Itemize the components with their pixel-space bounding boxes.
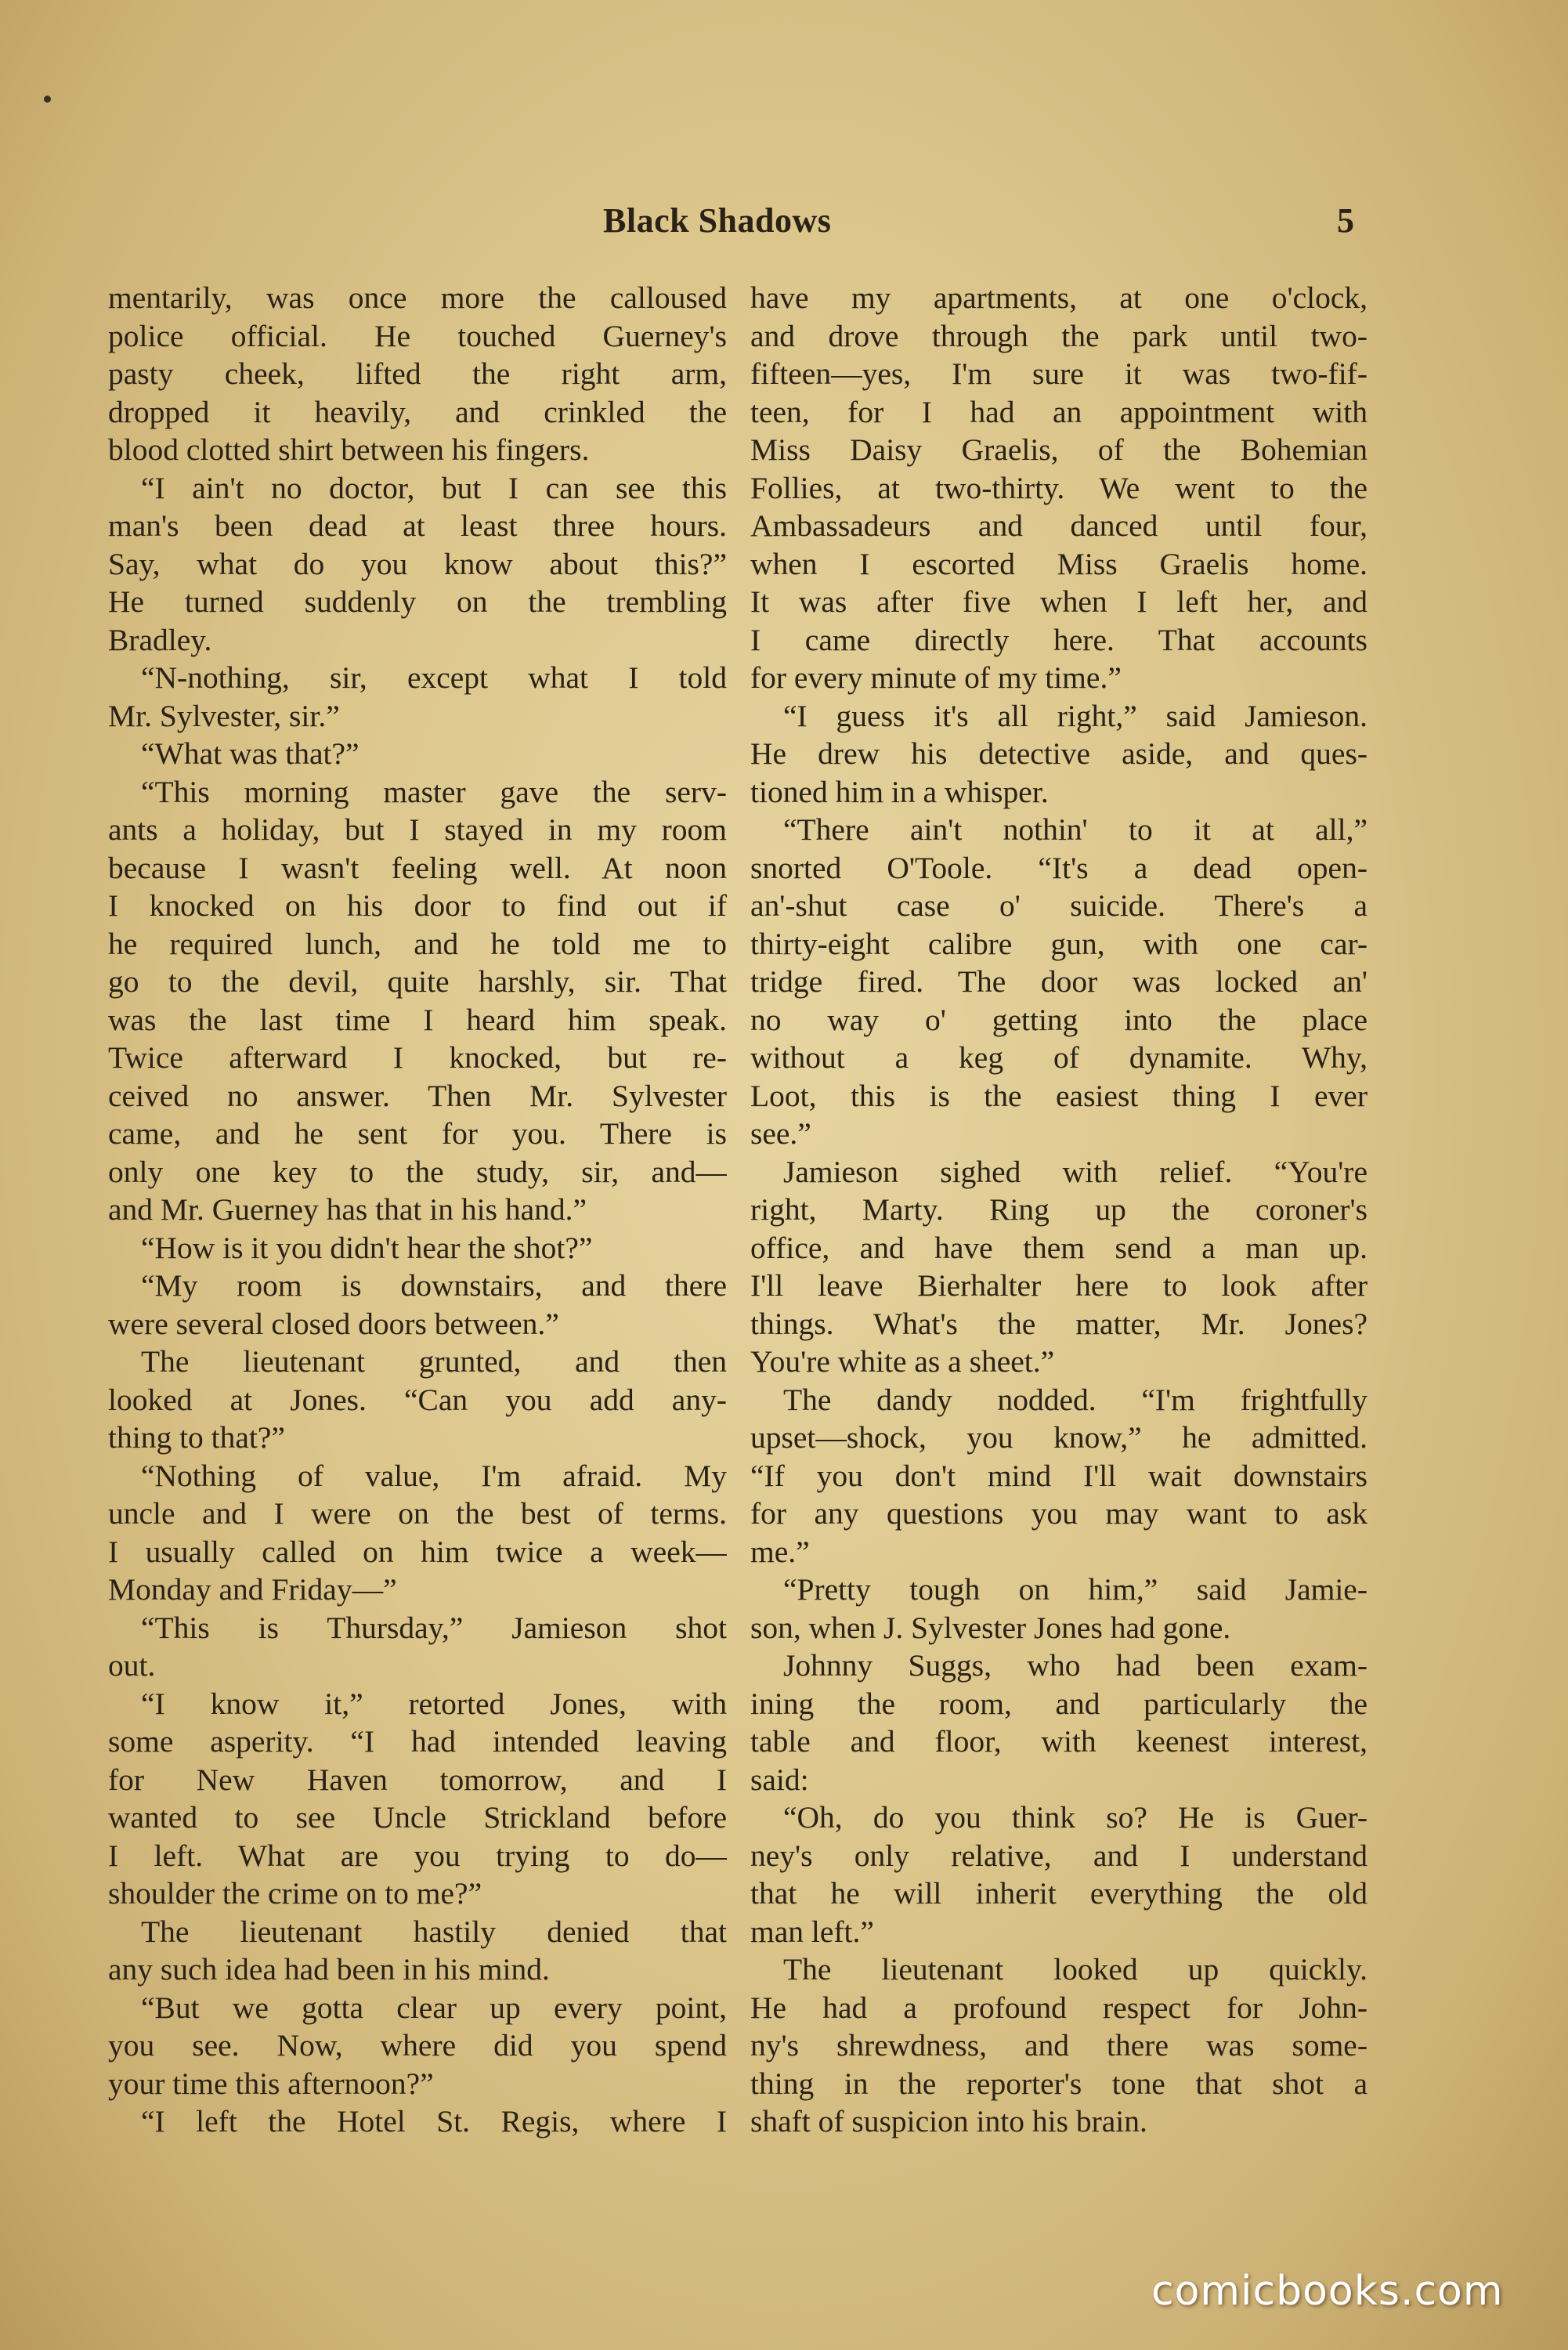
text-line: dropped it heavily, and crinkled the bbox=[108, 394, 727, 429]
text-line: ny's shrewdness, and there was some- bbox=[750, 2028, 1367, 2063]
text-line: Ambassadeurs and danced until four, bbox=[750, 508, 1367, 543]
text-line: He had a profound respect for John- bbox=[750, 1990, 1367, 2025]
text-line: “This is Thursday,” Jamieson shot bbox=[141, 1610, 727, 1645]
text-line: shoulder the crime on to me?” bbox=[108, 1876, 482, 1911]
text-line: snorted O'Toole. “It's a dead open- bbox=[750, 850, 1367, 885]
text-line: no way o' getting into the place bbox=[750, 1002, 1367, 1037]
text-line: Mr. Sylvester, sir.” bbox=[108, 698, 340, 733]
text-line: upset—shock, you know,” he admitted. bbox=[750, 1420, 1367, 1455]
text-line: out. bbox=[108, 1648, 156, 1683]
running-head bbox=[0, 201, 1568, 248]
text-line: tioned him in a whisper. bbox=[750, 774, 1049, 809]
text-line: an'-shut case o' suicide. There's a bbox=[750, 888, 1367, 923]
text-line: and Mr. Guerney has that in his hand.” bbox=[108, 1192, 587, 1227]
text-line: wanted to see Uncle Strickland before bbox=[108, 1800, 727, 1835]
text-line: “Oh, do you think so? He is Guer- bbox=[783, 1800, 1367, 1835]
text-line: your time this afternoon?” bbox=[108, 2066, 434, 2101]
text-line: “But we gotta clear up every point, bbox=[141, 1990, 727, 2025]
text-line: see.” bbox=[750, 1116, 811, 1151]
page-number: 5 bbox=[1337, 201, 1354, 240]
text-line: Monday and Friday—” bbox=[108, 1572, 397, 1607]
text-line: man left.” bbox=[750, 1914, 874, 1949]
text-line: tridge fired. The door was locked an' bbox=[750, 964, 1367, 999]
text-line: He drew his detective aside, and ques- bbox=[750, 736, 1367, 771]
text-line: and drove through the park until two- bbox=[750, 318, 1367, 353]
text-line: was the last time I heard him speak. bbox=[108, 1002, 727, 1037]
text-line: “Pretty tough on him,” said Jamie- bbox=[783, 1572, 1367, 1607]
text-line: he required lunch, and he told me to bbox=[108, 926, 727, 961]
text-line: You're white as a sheet.” bbox=[750, 1344, 1055, 1379]
text-line: some asperity. “I had intended leaving bbox=[108, 1724, 727, 1759]
text-line: “Nothing of value, I'm afraid. My bbox=[141, 1458, 727, 1493]
text-line: Say, what do you know about this?” bbox=[108, 546, 727, 581]
text-line: looked at Jones. “Can you add any- bbox=[108, 1382, 727, 1417]
text-line: “I ain't no doctor, but I can see this bbox=[141, 470, 727, 505]
text-line: teen, for I had an appointment with bbox=[750, 394, 1367, 429]
text-column-right bbox=[750, 279, 1367, 2141]
text-line: ceived no answer. Then Mr. Sylvester bbox=[108, 1078, 727, 1113]
text-line: Jamieson sighed with relief. “You're bbox=[783, 1154, 1367, 1189]
text-line: Johnny Suggs, who had been exam- bbox=[783, 1648, 1367, 1683]
text-line: “I guess it's all right,” said Jamieson. bbox=[783, 698, 1367, 733]
text-line: things. What's the matter, Mr. Jones? bbox=[750, 1306, 1367, 1341]
text-line: man's been dead at least three hours. bbox=[108, 508, 727, 543]
running-head-title: Black Shadows bbox=[603, 201, 832, 240]
text-line: you see. Now, where did you spend bbox=[108, 2028, 727, 2063]
text-line: It was after five when I left her, and bbox=[750, 584, 1367, 619]
text-line: for New Haven tomorrow, and I bbox=[108, 1762, 727, 1797]
text-line: ants a holiday, but I stayed in my room bbox=[108, 812, 727, 847]
text-line: “What was that?” bbox=[141, 736, 359, 771]
text-line: Loot, this is the easiest thing I ever bbox=[750, 1078, 1367, 1113]
text-line: pasty cheek, lifted the right arm, bbox=[108, 356, 727, 391]
text-line: when I escorted Miss Graelis home. bbox=[750, 546, 1367, 581]
text-line: “I know it,” retorted Jones, with bbox=[141, 1686, 727, 1721]
text-line: “My room is downstairs, and there bbox=[141, 1268, 727, 1303]
text-line: uncle and I were on the best of terms. bbox=[108, 1496, 727, 1531]
ink-speck bbox=[44, 96, 51, 103]
text-line: I knocked on his door to find out if bbox=[108, 888, 727, 923]
text-line: without a keg of dynamite. Why, bbox=[750, 1040, 1367, 1075]
text-line: Bradley. bbox=[108, 622, 212, 657]
text-line: I left. What are you trying to do— bbox=[108, 1838, 727, 1873]
text-line: The dandy nodded. “I'm frightfully bbox=[783, 1382, 1367, 1417]
text-line: The lieutenant looked up quickly. bbox=[783, 1952, 1367, 1987]
text-line: for any questions you may want to ask bbox=[750, 1496, 1367, 1531]
text-line: office, and have them send a man up. bbox=[750, 1230, 1367, 1265]
text-line: shaft of suspicion into his brain. bbox=[750, 2104, 1147, 2138]
text-line: table and floor, with keenest interest, bbox=[750, 1724, 1367, 1759]
text-line: I came directly here. That accounts bbox=[750, 622, 1367, 657]
text-line: because I wasn't feeling well. At noon bbox=[108, 850, 727, 885]
text-line: I'll leave Bierhalter here to look after bbox=[750, 1268, 1367, 1303]
text-line: Twice afterward I knocked, but re- bbox=[108, 1040, 727, 1075]
text-line: “How is it you didn't hear the shot?” bbox=[141, 1230, 593, 1265]
watermark: comicbooks.com bbox=[1151, 2268, 1504, 2315]
text-line: son, when J. Sylvester Jones had gone. bbox=[750, 1610, 1231, 1645]
text-line: “If you don't mind I'll wait downstairs bbox=[750, 1458, 1367, 1493]
text-line: I usually called on him twice a week— bbox=[108, 1534, 727, 1569]
text-line: go to the devil, quite harshly, sir. That bbox=[108, 964, 727, 999]
text-line: “This morning master gave the serv- bbox=[141, 774, 727, 809]
text-line: mentarily, was once more the calloused bbox=[108, 280, 727, 315]
text-line: thirty-eight calibre gun, with one car- bbox=[750, 926, 1367, 961]
text-line: “There ain't nothin' to it at all,” bbox=[783, 812, 1367, 847]
text-line: The lieutenant hastily denied that bbox=[141, 1914, 727, 1949]
text-line: fifteen—yes, I'm sure it was two-fif- bbox=[750, 356, 1367, 391]
text-line: He turned suddenly on the trembling bbox=[108, 584, 727, 619]
text-line: have my apartments, at one o'clock, bbox=[750, 280, 1367, 315]
text-line: thing to that?” bbox=[108, 1420, 285, 1455]
text-line: Miss Daisy Graelis, of the Bohemian bbox=[750, 432, 1367, 467]
text-line: for every minute of my time.” bbox=[750, 660, 1122, 695]
text-line: blood clotted shirt between his fingers. bbox=[108, 432, 590, 467]
text-column-left bbox=[108, 279, 727, 2141]
text-line: ney's only relative, and I understand bbox=[750, 1838, 1367, 1873]
text-line: were several closed doors between.” bbox=[108, 1306, 559, 1341]
text-line: Follies, at two-thirty. We went to the bbox=[750, 470, 1367, 505]
text-line: came, and he sent for you. There is bbox=[108, 1116, 727, 1151]
text-line: “I left the Hotel St. Regis, where I bbox=[141, 2104, 727, 2138]
text-line: The lieutenant grunted, and then bbox=[141, 1344, 727, 1379]
text-line: ining the room, and particularly the bbox=[750, 1686, 1367, 1721]
text-line: any such idea had been in his mind. bbox=[108, 1952, 550, 1987]
text-line: said: bbox=[750, 1762, 809, 1797]
text-line: right, Marty. Ring up the coroner's bbox=[750, 1192, 1367, 1227]
text-line: “N-nothing, sir, except what I told bbox=[141, 660, 727, 695]
text-line: police official. He touched Guerney's bbox=[108, 318, 727, 353]
text-line: that he will inherit everything the old bbox=[750, 1876, 1367, 1911]
text-line: me.” bbox=[750, 1534, 810, 1569]
text-line: only one key to the study, sir, and— bbox=[108, 1154, 727, 1189]
text-line: thing in the reporter's tone that shot a bbox=[750, 2066, 1367, 2101]
